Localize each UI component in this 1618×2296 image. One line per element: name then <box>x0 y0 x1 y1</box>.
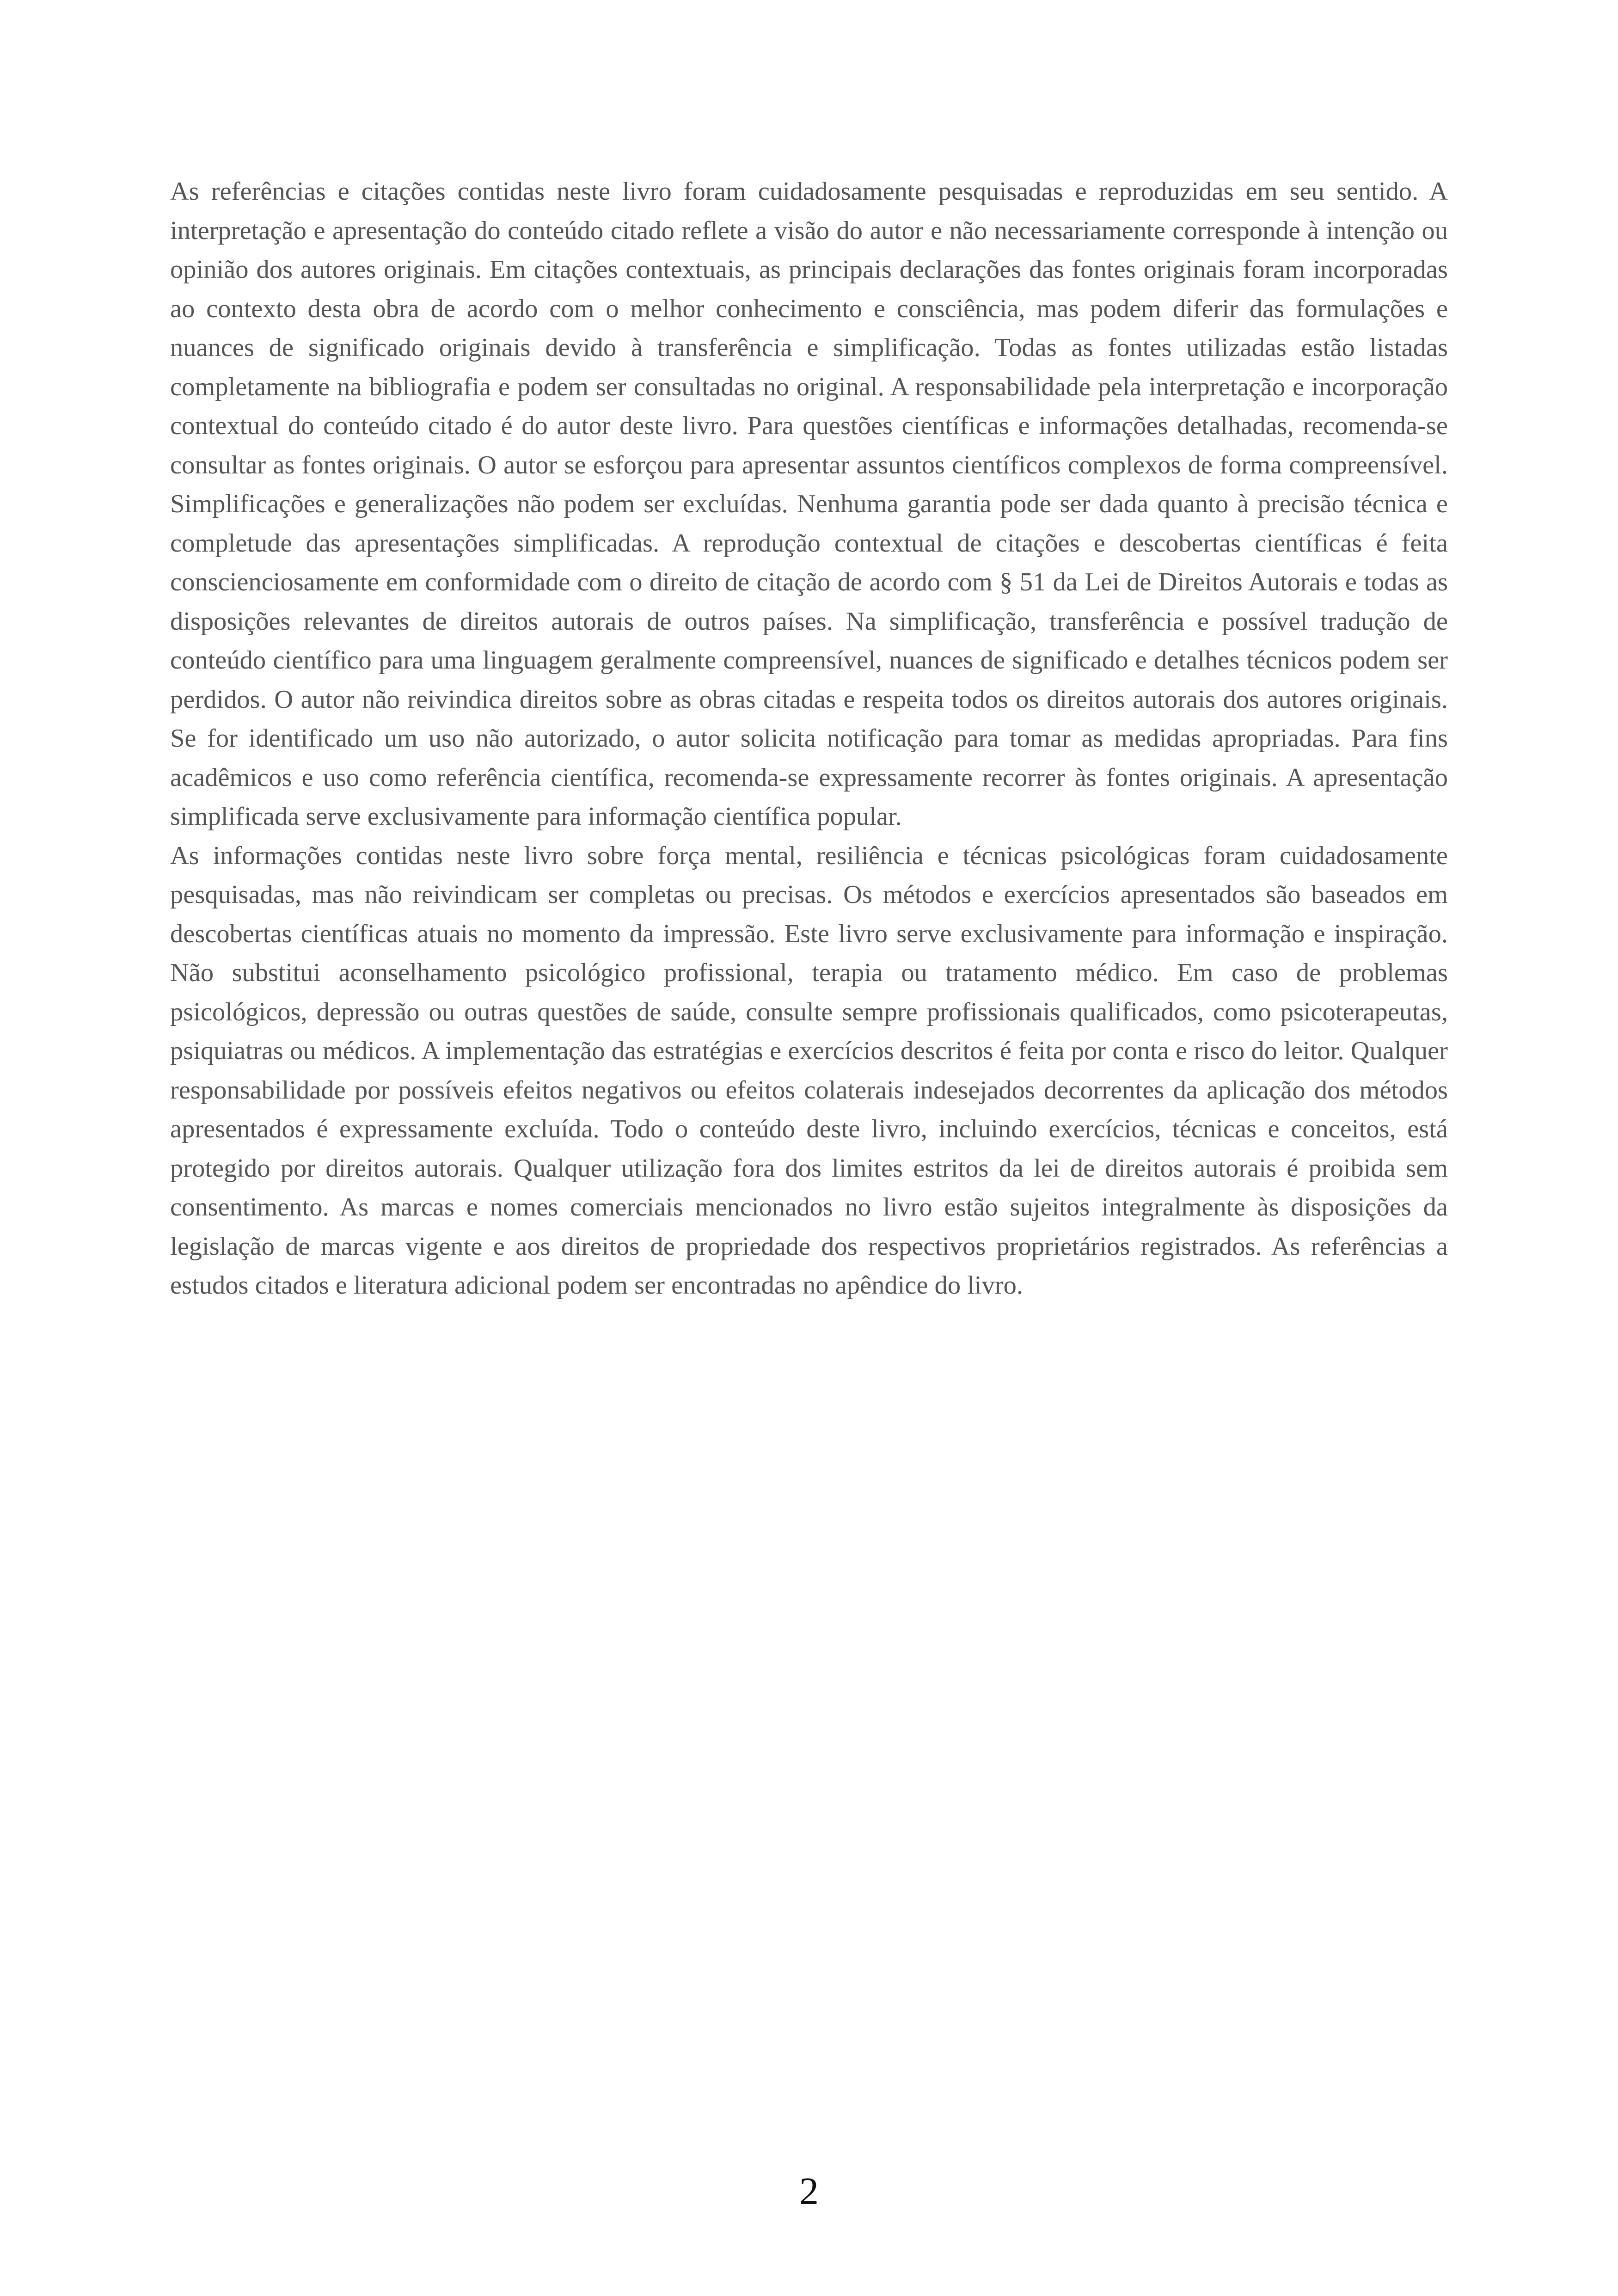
page-number: 2 <box>799 2170 819 2213</box>
paragraph-disclaimer-citations: As referências e citações contidas neste livro foram cuidadosamente pesquisadas e reproduzidas em seu sentido. A interpretação e apresentação do conteúdo citado reflete a visão do autor e não necessariamente corresponde à intenção ou opinião dos autores originais. Em citações contextuais, as principais declarações das fontes originais foram incorporadas ao contexto desta obra de acordo com o melhor conhecimento e consciência, mas podem diferir das formulações e nuances de significado originais devido à transferência e simplificação. Todas as fontes utilizadas estão listadas completamente na bibliografia e podem ser consultadas no original. A responsabilidade pela interpretação e incorporação contextual do conteúdo citado é do autor deste livro. Para questões científicas e informações detalhadas, recomenda-se consultar as fontes originais. O autor se esforçou para apresentar assuntos científicos complexos de forma compreensível. Simplificações e generalizações não podem ser excluídas. Nenhuma garantia pode ser dada quanto à precisão técnica e completude das apresentações simplificadas. A reprodução contextual de citações e descobertas científicas é feita conscienciosamente em conformidade com o direito de citação de acordo com § 51 da Lei de Direitos Autorais e todas as disposições relevantes de direitos autorais de outros países. Na simplificação, transferência e possível tradução de conteúdo científico para uma linguagem geralmente compreensível, nuances de significado e detalhes técnicos podem ser perdidos. O autor não reivindica direitos sobre as obras citadas e respeita todos os direitos autorais dos autores originais. Se for identificado um uso não autorizado, o autor solicita notificação para tomar as medidas apropriadas. Para fins acadêmicos e uso como referência científica, recomenda-se expressamente recorrer às fontes originais. A apresentação simplificada serve exclusivamente para informação científica popular. <box>170 177 1448 831</box>
body-text <box>170 172 1448 1305</box>
paragraph-disclaimer-content: As informações contidas neste livro sobre força mental, resiliência e técnicas psicológicas foram cuidadosamente pesquisadas, mas não reivindicam ser completas ou precisas. Os métodos e exercícios apresentados são baseados em descobertas científicas atuais no momento da impressão. Este livro serve exclusivamente para informação e inspiração. Não substitui aconselhamento psicológico profissional, terapia ou tratamento médico. Em caso de problemas psicológicos, depressão ou outras questões de saúde, consulte sempre profissionais qualificados, como psicoterapeutas, psiquiatras ou médicos. A implementação das estratégias e exercícios descritos é feita por conta e risco do leitor. Qualquer responsabilidade por possíveis efeitos negativos ou efeitos colaterais indesejados decorrentes da aplicação dos métodos apresentados é expressamente excluída. Todo o conteúdo deste livro, incluindo exercícios, técnicas e conceitos, está protegido por direitos autorais. Qualquer utilização fora dos limites estritos da lei de direitos autorais é proibida sem consentimento. As marcas e nomes comerciais mencionados no livro estão sujeitos integralmente às disposições da legislação de marcas vigente e aos direitos de propriedade dos respectivos proprietários registrados. As referências a estudos citados e literatura adicional podem ser encontradas no apêndice do livro. <box>170 841 1448 1300</box>
